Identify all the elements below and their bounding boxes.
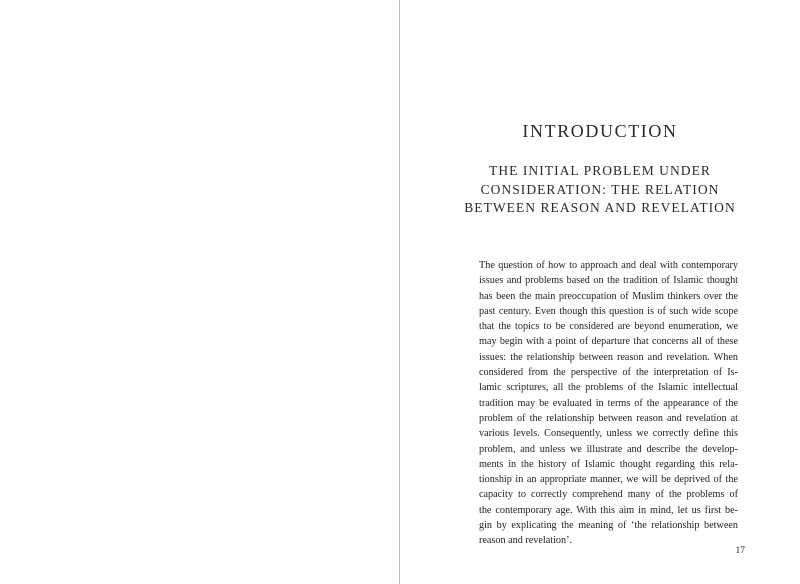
- right-page: [400, 0, 800, 584]
- body-line: capacity to correctly comprehend many of the problems of: [479, 489, 738, 501]
- left-page: [0, 0, 399, 584]
- section-title: [400, 162, 800, 218]
- body-line: various levels. Consequently, unless we correctly define this: [479, 428, 738, 440]
- section-title-line: CONSIDERATION: THE RELATION: [480, 181, 720, 197]
- body-line: the contemporary age. With this aim in mind, let us first be-: [479, 504, 738, 516]
- body-line: issues and problems based on the tradition of Islamic thought: [479, 275, 738, 287]
- body-line: considered from the perspective of the interpretation of Is-: [479, 367, 738, 379]
- section-title-line: THE INITIAL PROBLEM UNDER: [489, 163, 711, 178]
- body-line: problem, and unless we illustrate and describe the develop-: [479, 443, 738, 455]
- body-line: The question of how to approach and deal with contemporary: [479, 260, 738, 271]
- body-line: tionship in an appropriate manner, we will be deprived of the: [479, 474, 738, 486]
- body-line: may begin with a point of departure that concerns all of these: [479, 336, 738, 348]
- body-line: that the topics to be considered are beyond enumeration, we: [479, 321, 738, 333]
- body-line: tradition may be evaluated in terms of the appearance of the: [479, 397, 738, 409]
- body-line: ments in the history of Islamic thought regarding this rela-: [479, 458, 738, 470]
- body-line: reason and revelation’.: [479, 535, 573, 547]
- body-line: issues: the relationship between reason and revelation. When: [479, 351, 738, 363]
- body-paragraph: [479, 258, 738, 549]
- body-line: past century. Even though this question is of such wide scope: [479, 305, 738, 317]
- section-title-line: BETWEEN REASON AND REVELATION: [464, 200, 736, 215]
- body-line: lamic scriptures, all the problems of the Islamic intellectual: [479, 382, 738, 394]
- page-number: 17: [735, 546, 745, 556]
- body-line: has been the main preoccupation of Muslim thinkers over the: [479, 290, 738, 302]
- chapter-title: INTRODUCTION: [522, 121, 678, 141]
- body-line: problem of the relationship between reason and revelation at: [479, 412, 738, 424]
- body-line: gin by explicating the meaning of ‘the relationship between: [479, 520, 738, 532]
